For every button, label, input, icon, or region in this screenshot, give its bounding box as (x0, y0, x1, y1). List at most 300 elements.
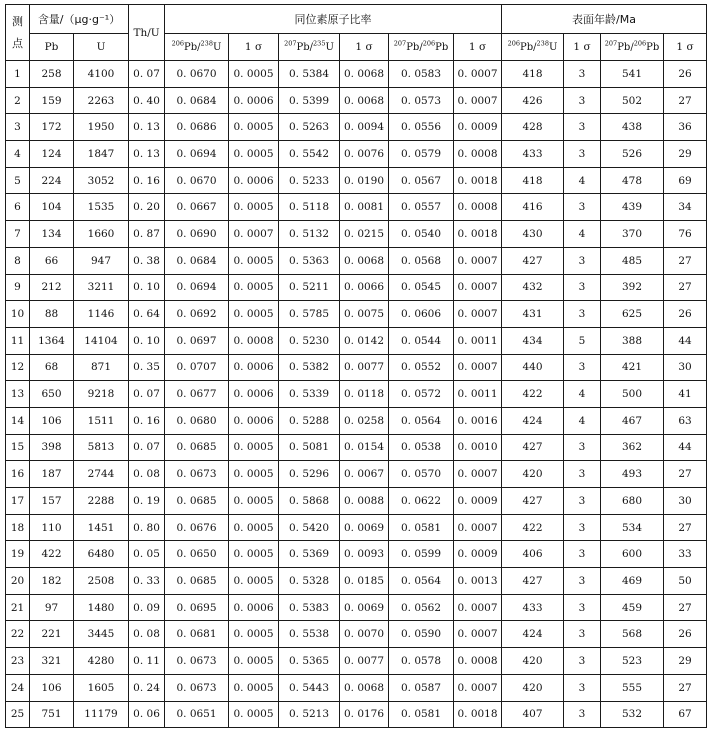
cell-sigma: 0. 0069 (340, 594, 389, 621)
cell-th-u: 0. 35 (129, 354, 165, 381)
cell-sigma: 0. 0008 (454, 141, 502, 168)
cell-point: 4 (6, 141, 30, 168)
cell-ratio-207-206: 0. 0552 (389, 354, 454, 381)
cell-point: 23 (6, 648, 30, 675)
cell-age-207-206: 392 (601, 274, 664, 301)
table-row (6, 167, 707, 194)
cell-u: 9218 (74, 381, 129, 408)
header-sigma: 1 σ (564, 34, 601, 61)
cell-sigma: 0. 0005 (229, 488, 279, 515)
cell-ratio-206-238: 0. 0680 (165, 407, 229, 434)
cell-ratio-206-238: 0. 0685 (165, 434, 229, 461)
cell-age-206-238: 427 (502, 247, 564, 274)
cell-age-206-238: 430 (502, 221, 564, 248)
cell-pb: 650 (30, 381, 74, 408)
cell-sigma: 0. 0176 (340, 701, 389, 728)
cell-sigma: 0. 0008 (454, 648, 502, 675)
cell-age-206-238: 420 (502, 674, 564, 701)
cell-sigma: 27 (664, 461, 707, 488)
cell-sigma: 0. 0190 (340, 167, 389, 194)
cell-ratio-207-235: 0. 5328 (279, 568, 340, 595)
cell-age-206-238: 427 (502, 488, 564, 515)
cell-u: 1847 (74, 141, 129, 168)
header-ratio-207pb-235u (279, 34, 340, 61)
cell-point: 22 (6, 621, 30, 648)
cell-sigma: 27 (664, 594, 707, 621)
cell-sigma: 0. 0118 (340, 381, 389, 408)
cell-th-u: 0. 64 (129, 301, 165, 328)
cell-sigma: 3 (564, 594, 601, 621)
cell-sigma: 4 (564, 381, 601, 408)
cell-sigma: 3 (564, 194, 601, 221)
cell-pb: 68 (30, 354, 74, 381)
table-row (6, 114, 707, 141)
cell-point: 7 (6, 221, 30, 248)
header-th-u: Th/U (129, 5, 165, 61)
cell-sigma: 0. 0007 (454, 674, 502, 701)
cell-sigma: 27 (664, 247, 707, 274)
cell-th-u: 0. 07 (129, 61, 165, 88)
cell-age-206-238: 428 (502, 114, 564, 141)
table-row (6, 461, 707, 488)
slash: / (419, 41, 423, 53)
cell-ratio-207-235: 0. 5420 (279, 514, 340, 541)
cell-sigma: 0. 0005 (229, 674, 279, 701)
cell-th-u: 0. 10 (129, 327, 165, 354)
cell-sigma: 0. 0068 (340, 674, 389, 701)
cell-sigma: 4 (564, 221, 601, 248)
table-row (6, 594, 707, 621)
cell-sigma: 0. 0006 (229, 594, 279, 621)
cell-sigma: 29 (664, 648, 707, 675)
table-row (6, 301, 707, 328)
cell-ratio-206-238: 0. 0650 (165, 541, 229, 568)
pb-label: Pb (406, 41, 420, 53)
cell-th-u: 0. 87 (129, 221, 165, 248)
cell-age-207-206: 438 (601, 114, 664, 141)
table-row (6, 514, 707, 541)
cell-sigma: 3 (564, 87, 601, 114)
cell-sigma: 0. 0077 (340, 648, 389, 675)
cell-sigma: 44 (664, 327, 707, 354)
cell-age-206-238: 406 (502, 541, 564, 568)
cell-ratio-207-206: 0. 0545 (389, 274, 454, 301)
cell-age-207-206: 459 (601, 594, 664, 621)
cell-sigma: 26 (664, 621, 707, 648)
u-label: U (548, 41, 558, 53)
pb-label: Pb (435, 41, 449, 53)
cell-pb: 172 (30, 114, 74, 141)
cell-sigma: 0. 0258 (340, 407, 389, 434)
cell-age-206-238: 431 (502, 301, 564, 328)
cell-point: 18 (6, 514, 30, 541)
cell-pb: 134 (30, 221, 74, 248)
cell-point: 1 (6, 61, 30, 88)
cell-sigma: 3 (564, 141, 601, 168)
cell-sigma: 0. 0006 (229, 354, 279, 381)
table-row (6, 488, 707, 515)
cell-ratio-207-235: 0. 5369 (279, 541, 340, 568)
mass-238: 238 (536, 39, 549, 48)
cell-sigma: 0. 0215 (340, 221, 389, 248)
cell-age-207-206: 534 (601, 514, 664, 541)
cell-point: 25 (6, 701, 30, 728)
cell-ratio-206-238: 0. 0677 (165, 381, 229, 408)
cell-sigma: 0. 0005 (229, 541, 279, 568)
cell-u: 14104 (74, 327, 129, 354)
cell-point: 8 (6, 247, 30, 274)
cell-age-207-206: 388 (601, 327, 664, 354)
cell-th-u: 0. 38 (129, 247, 165, 274)
cell-pb: 422 (30, 541, 74, 568)
cell-ratio-206-238: 0. 0685 (165, 568, 229, 595)
cell-u: 1146 (74, 301, 129, 328)
cell-age-207-206: 523 (601, 648, 664, 675)
cell-sigma: 3 (564, 61, 601, 88)
cell-u: 6480 (74, 541, 129, 568)
table-row (6, 674, 707, 701)
cell-sigma: 0. 0006 (229, 407, 279, 434)
cell-age-207-206: 439 (601, 194, 664, 221)
cell-sigma: 0. 0006 (229, 167, 279, 194)
cell-th-u: 0. 07 (129, 434, 165, 461)
cell-ratio-206-238: 0. 0673 (165, 674, 229, 701)
header-ratio-207pb-206pb (389, 34, 454, 61)
cell-point: 16 (6, 461, 30, 488)
cell-ratio-207-235: 0. 5132 (279, 221, 340, 248)
cell-sigma: 27 (664, 274, 707, 301)
u-label: U (325, 41, 334, 53)
cell-pb: 157 (30, 488, 74, 515)
cell-sigma: 0. 0007 (454, 301, 502, 328)
header-row-2 (6, 34, 707, 61)
cell-age-207-206: 478 (601, 167, 664, 194)
cell-age-206-238: 427 (502, 434, 564, 461)
cell-pb: 182 (30, 568, 74, 595)
cell-ratio-207-235: 0. 5339 (279, 381, 340, 408)
cell-age-207-206: 421 (601, 354, 664, 381)
cell-ratio-207-206: 0. 0538 (389, 434, 454, 461)
cell-point: 6 (6, 194, 30, 221)
cell-sigma: 0. 0006 (229, 381, 279, 408)
cell-th-u: 0. 10 (129, 274, 165, 301)
cell-ratio-206-238: 0. 0670 (165, 61, 229, 88)
cell-sigma: 3 (564, 701, 601, 728)
slash: / (533, 41, 537, 53)
cell-pb: 221 (30, 621, 74, 648)
header-pb: Pb (30, 34, 74, 61)
mass-207: 207 (604, 39, 618, 48)
cell-ratio-206-238: 0. 0697 (165, 327, 229, 354)
cell-sigma: 0. 0005 (229, 701, 279, 728)
cell-pb: 258 (30, 61, 74, 88)
cell-sigma: 3 (564, 114, 601, 141)
zircon-u-pb-table (5, 4, 707, 728)
cell-sigma: 3 (564, 568, 601, 595)
cell-point: 13 (6, 381, 30, 408)
cell-th-u: 0. 07 (129, 381, 165, 408)
cell-ratio-207-206: 0. 0606 (389, 301, 454, 328)
cell-age-207-206: 502 (601, 87, 664, 114)
cell-ratio-207-235: 0. 5118 (279, 194, 340, 221)
cell-point: 11 (6, 327, 30, 354)
cell-sigma: 0. 0007 (454, 514, 502, 541)
cell-sigma: 0. 0069 (340, 514, 389, 541)
cell-th-u: 0. 13 (129, 141, 165, 168)
cell-ratio-207-206: 0. 0583 (389, 61, 454, 88)
cell-sigma: 0. 0005 (229, 568, 279, 595)
cell-sigma: 0. 0081 (340, 194, 389, 221)
cell-age-206-238: 418 (502, 167, 564, 194)
cell-ratio-207-206: 0. 0544 (389, 327, 454, 354)
cell-ratio-206-238: 0. 0685 (165, 488, 229, 515)
cell-sigma: 0. 0005 (229, 514, 279, 541)
cell-sigma: 0. 0008 (229, 327, 279, 354)
table-row (6, 141, 707, 168)
cell-ratio-207-235: 0. 5211 (279, 274, 340, 301)
cell-pb: 751 (30, 701, 74, 728)
cell-sigma: 0. 0005 (229, 61, 279, 88)
cell-point: 3 (6, 114, 30, 141)
cell-u: 1511 (74, 407, 129, 434)
cell-sigma: 0. 0016 (454, 407, 502, 434)
cell-th-u: 0. 20 (129, 194, 165, 221)
cell-ratio-206-238: 0. 0690 (165, 221, 229, 248)
cell-sigma: 0. 0018 (454, 701, 502, 728)
cell-sigma: 3 (564, 648, 601, 675)
cell-sigma: 0. 0094 (340, 114, 389, 141)
cell-sigma: 0. 0088 (340, 488, 389, 515)
cell-sigma: 30 (664, 354, 707, 381)
table-row (6, 274, 707, 301)
cell-point: 12 (6, 354, 30, 381)
cell-sigma: 0. 0066 (340, 274, 389, 301)
cell-sigma: 34 (664, 194, 707, 221)
cell-pb: 398 (30, 434, 74, 461)
cell-ratio-207-235: 0. 5785 (279, 301, 340, 328)
cell-age-207-206: 370 (601, 221, 664, 248)
cell-sigma: 0. 0077 (340, 354, 389, 381)
cell-sigma: 0. 0005 (229, 461, 279, 488)
cell-age-206-238: 434 (502, 327, 564, 354)
cell-sigma: 26 (664, 301, 707, 328)
cell-sigma: 0. 0070 (340, 621, 389, 648)
header-content: 含量/（μg·g⁻¹） (30, 5, 129, 34)
cell-ratio-206-238: 0. 0694 (165, 274, 229, 301)
cell-sigma: 0. 0007 (454, 61, 502, 88)
cell-sigma: 0. 0005 (229, 274, 279, 301)
cell-ratio-207-206: 0. 0573 (389, 87, 454, 114)
cell-age-206-238: 433 (502, 141, 564, 168)
cell-ratio-207-206: 0. 0622 (389, 488, 454, 515)
cell-sigma: 27 (664, 514, 707, 541)
table-row (6, 247, 707, 274)
cell-pb: 321 (30, 648, 74, 675)
cell-sigma: 3 (564, 674, 601, 701)
cell-u: 3052 (74, 167, 129, 194)
cell-ratio-207-206: 0. 0567 (389, 167, 454, 194)
cell-th-u: 0. 08 (129, 621, 165, 648)
table-row (6, 621, 707, 648)
cell-th-u: 0. 80 (129, 514, 165, 541)
cell-sigma: 0. 0005 (229, 301, 279, 328)
cell-sigma: 4 (564, 167, 601, 194)
header-age-206pb-238u (502, 34, 564, 61)
table-row (6, 381, 707, 408)
cell-age-207-206: 485 (601, 247, 664, 274)
cell-sigma: 0. 0008 (454, 194, 502, 221)
cell-pb: 124 (30, 141, 74, 168)
cell-ratio-206-238: 0. 0695 (165, 594, 229, 621)
cell-ratio-207-206: 0. 0568 (389, 247, 454, 274)
cell-sigma: 3 (564, 621, 601, 648)
cell-point: 9 (6, 274, 30, 301)
mass-207: 207 (284, 39, 297, 48)
cell-sigma: 29 (664, 141, 707, 168)
cell-ratio-207-206: 0. 0556 (389, 114, 454, 141)
cell-u: 11179 (74, 701, 129, 728)
cell-th-u: 0. 24 (129, 674, 165, 701)
mass-238: 238 (200, 39, 213, 48)
header-row-1 (6, 5, 707, 34)
slash: / (309, 41, 314, 53)
header-sigma: 1 σ (229, 34, 279, 61)
header-u: U (74, 34, 129, 61)
mass-206: 206 (507, 39, 521, 48)
table-row (6, 194, 707, 221)
cell-th-u: 0. 33 (129, 568, 165, 595)
cell-u: 871 (74, 354, 129, 381)
cell-sigma: 36 (664, 114, 707, 141)
cell-sigma: 63 (664, 407, 707, 434)
cell-ratio-207-206: 0. 0557 (389, 194, 454, 221)
cell-sigma: 26 (664, 61, 707, 88)
cell-age-206-238: 420 (502, 648, 564, 675)
cell-ratio-207-235: 0. 5542 (279, 141, 340, 168)
cell-u: 1535 (74, 194, 129, 221)
cell-th-u: 0. 08 (129, 461, 165, 488)
table-row (6, 407, 707, 434)
cell-sigma: 3 (564, 461, 601, 488)
cell-ratio-207-235: 0. 5443 (279, 674, 340, 701)
cell-sigma: 3 (564, 488, 601, 515)
cell-ratio-206-238: 0. 0694 (165, 141, 229, 168)
cell-ratio-207-206: 0. 0564 (389, 568, 454, 595)
cell-age-206-238: 440 (502, 354, 564, 381)
cell-th-u: 0. 16 (129, 407, 165, 434)
cell-age-207-206: 568 (601, 621, 664, 648)
cell-sigma: 0. 0067 (340, 461, 389, 488)
cell-age-206-238: 427 (502, 568, 564, 595)
cell-sigma: 0. 0093 (340, 541, 389, 568)
cell-u: 1605 (74, 674, 129, 701)
cell-ratio-206-238: 0. 0673 (165, 648, 229, 675)
cell-ratio-206-238: 0. 0670 (165, 167, 229, 194)
cell-sigma: 69 (664, 167, 707, 194)
cell-sigma: 44 (664, 434, 707, 461)
cell-th-u: 0. 11 (129, 648, 165, 675)
cell-sigma: 0. 0013 (454, 568, 502, 595)
cell-point: 15 (6, 434, 30, 461)
cell-sigma: 0. 0018 (454, 167, 502, 194)
cell-age-207-206: 680 (601, 488, 664, 515)
cell-ratio-206-238: 0. 0686 (165, 114, 229, 141)
cell-point: 14 (6, 407, 30, 434)
cell-ratio-207-206: 0. 0578 (389, 648, 454, 675)
cell-sigma: 0. 0005 (229, 247, 279, 274)
cell-sigma: 5 (564, 327, 601, 354)
cell-ratio-207-206: 0. 0572 (389, 381, 454, 408)
cell-ratio-207-206: 0. 0570 (389, 461, 454, 488)
cell-ratio-207-206: 0. 0590 (389, 621, 454, 648)
cell-sigma: 50 (664, 568, 707, 595)
header-sigma: 1 σ (340, 34, 389, 61)
mass-206: 206 (633, 39, 647, 48)
cell-ratio-207-206: 0. 0581 (389, 514, 454, 541)
cell-ratio-207-235: 0. 5233 (279, 167, 340, 194)
cell-point: 21 (6, 594, 30, 621)
cell-u: 3211 (74, 274, 129, 301)
cell-ratio-207-235: 0. 5213 (279, 701, 340, 728)
cell-pb: 1364 (30, 327, 74, 354)
cell-u: 3445 (74, 621, 129, 648)
cell-u: 4280 (74, 648, 129, 675)
cell-sigma: 0. 0007 (229, 221, 279, 248)
cell-point: 19 (6, 541, 30, 568)
cell-sigma: 0. 0068 (340, 61, 389, 88)
table-row (6, 701, 707, 728)
cell-u: 4100 (74, 61, 129, 88)
cell-ratio-207-235: 0. 5263 (279, 114, 340, 141)
cell-point: 5 (6, 167, 30, 194)
u-label: U (212, 41, 222, 53)
cell-ratio-207-235: 0. 5230 (279, 327, 340, 354)
cell-age-206-238: 422 (502, 381, 564, 408)
table-row (6, 648, 707, 675)
cell-ratio-206-238: 0. 0667 (165, 194, 229, 221)
header-point-bottom: 点 (12, 36, 23, 50)
cell-sigma: 0. 0005 (229, 194, 279, 221)
cell-pb: 187 (30, 461, 74, 488)
cell-age-206-238: 432 (502, 274, 564, 301)
cell-ratio-206-238: 0. 0673 (165, 461, 229, 488)
cell-u: 2508 (74, 568, 129, 595)
cell-age-207-206: 541 (601, 61, 664, 88)
cell-sigma: 0. 0142 (340, 327, 389, 354)
cell-ratio-206-238: 0. 0692 (165, 301, 229, 328)
cell-sigma: 3 (564, 514, 601, 541)
cell-sigma: 0. 0011 (454, 327, 502, 354)
cell-point: 20 (6, 568, 30, 595)
cell-u: 5813 (74, 434, 129, 461)
cell-age-207-206: 600 (601, 541, 664, 568)
cell-ratio-207-235: 0. 5081 (279, 434, 340, 461)
cell-sigma: 3 (564, 434, 601, 461)
cell-sigma: 33 (664, 541, 707, 568)
slash: / (197, 41, 201, 53)
cell-sigma: 0. 0018 (454, 221, 502, 248)
header-isotope-ratio: 同位素原子比率 (165, 5, 502, 34)
cell-sigma: 0. 0007 (454, 621, 502, 648)
cell-sigma: 0. 0075 (340, 301, 389, 328)
cell-ratio-207-235: 0. 5868 (279, 488, 340, 515)
cell-u: 947 (74, 247, 129, 274)
cell-sigma: 0. 0068 (340, 247, 389, 274)
cell-ratio-207-235: 0. 5363 (279, 247, 340, 274)
header-sigma: 1 σ (454, 34, 502, 61)
cell-ratio-207-235: 0. 5365 (279, 648, 340, 675)
cell-point: 17 (6, 488, 30, 515)
